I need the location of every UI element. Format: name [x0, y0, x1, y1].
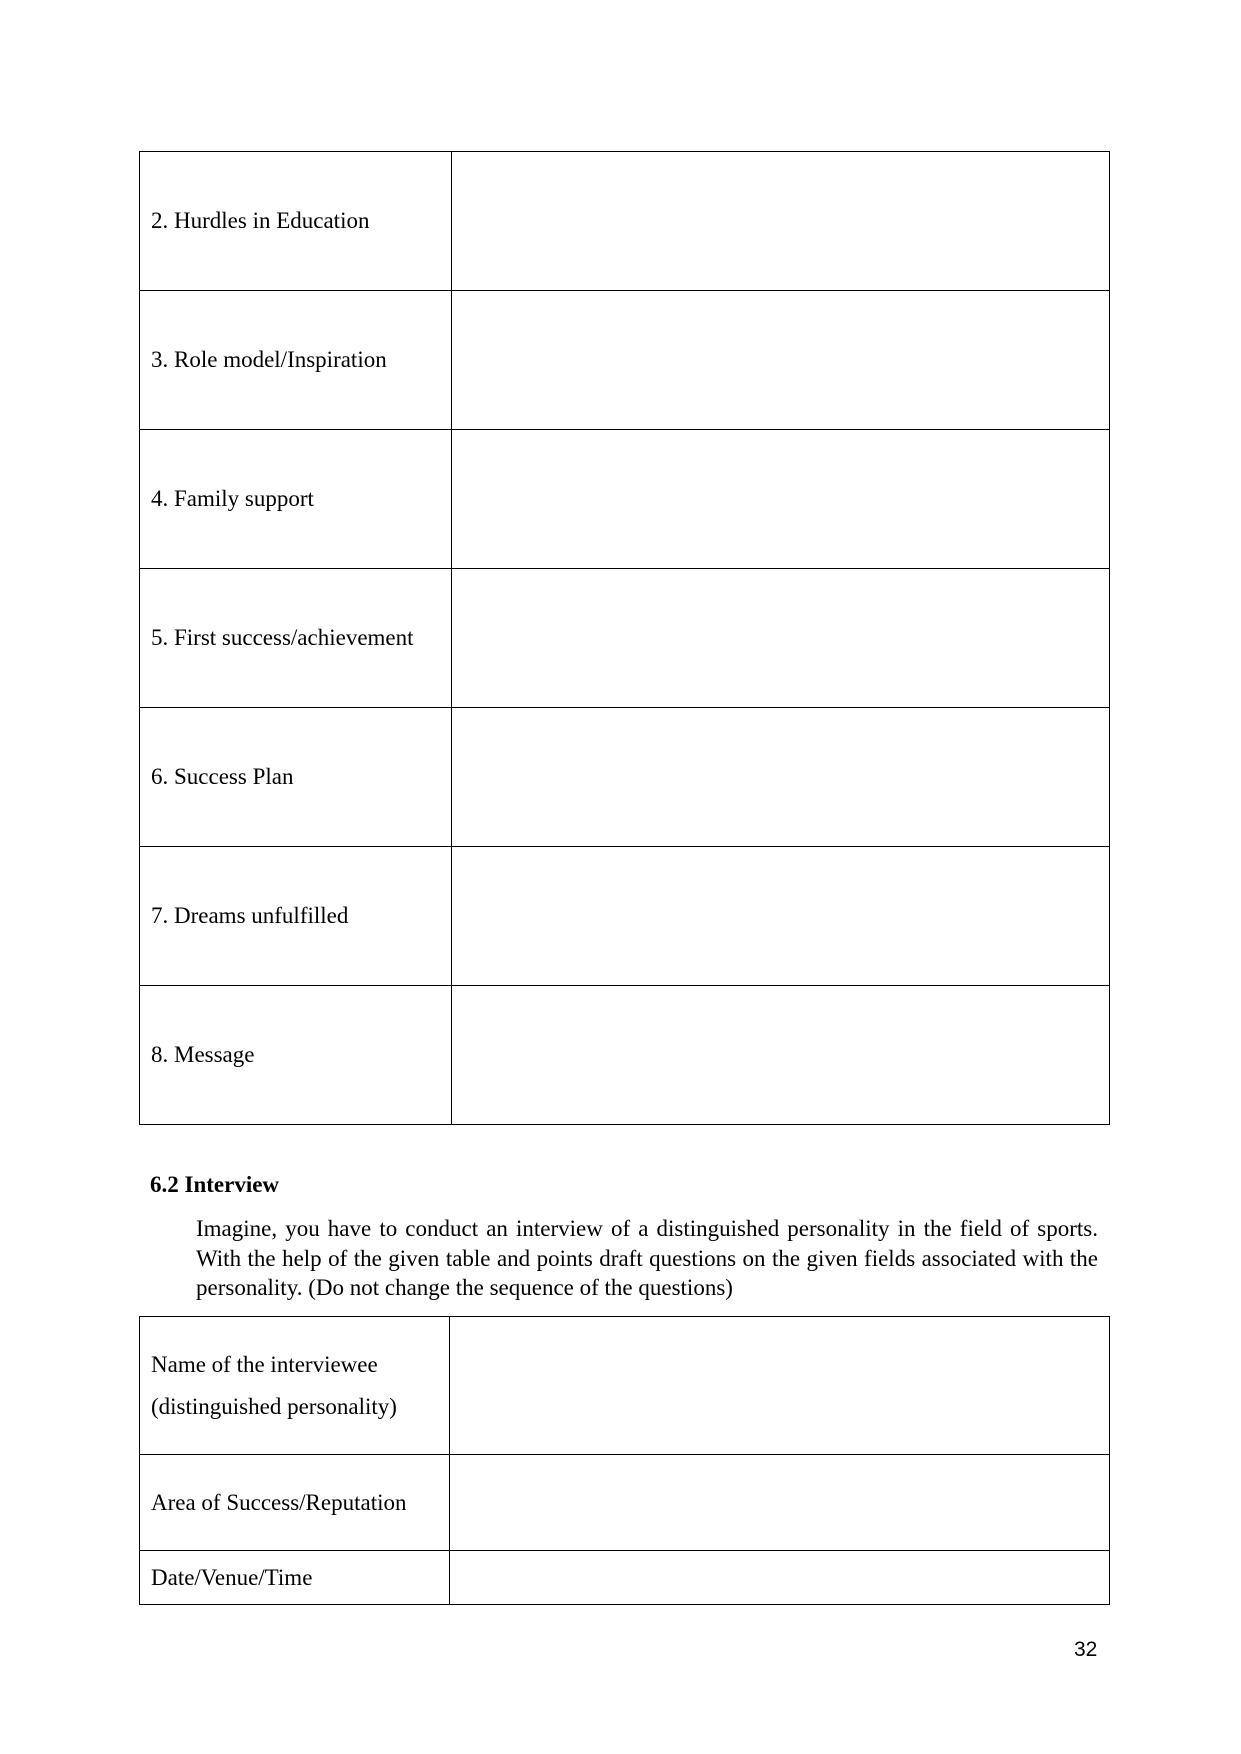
row-label: 5. First success/achievement: [140, 569, 452, 708]
table-row: [140, 1317, 1110, 1455]
area-answer-cell[interactable]: [450, 1455, 1110, 1551]
interviewee-label-cell: [140, 1317, 450, 1455]
row-label: 3. Role model/Inspiration: [140, 291, 452, 430]
date-answer-cell[interactable]: [450, 1551, 1110, 1605]
interview-table: [139, 1316, 1110, 1605]
answer-cell[interactable]: [452, 152, 1110, 291]
answer-cell[interactable]: [452, 708, 1110, 847]
table-row: [140, 569, 1110, 708]
answer-cell[interactable]: [452, 430, 1110, 569]
row-label: 2. Hurdles in Education: [140, 152, 452, 291]
area-label: Area of Success/Reputation: [140, 1455, 450, 1551]
interviewee-label-line1: Name of the interviewee: [151, 1351, 378, 1377]
interviewee-label-line2: (distinguished personality): [151, 1393, 397, 1419]
answer-cell[interactable]: [452, 847, 1110, 986]
instructions-paragraph: Imagine, you have to conduct an interview of a distinguished personality in the field of sports. With the help of the given table and points draft questions on the given fields associated with the personality. (Do not change the sequence of the questions): [196, 1216, 1098, 1300]
table-row: [140, 847, 1110, 986]
row-label: 7. Dreams unfulfilled: [140, 847, 452, 986]
answer-cell[interactable]: [452, 569, 1110, 708]
profile-table: [139, 151, 1110, 1125]
date-label: Date/Venue/Time: [140, 1551, 450, 1605]
row-label: 4. Family support: [140, 430, 452, 569]
table-row: [140, 152, 1110, 291]
table-row: [140, 708, 1110, 847]
table-row: [140, 1455, 1110, 1551]
answer-cell[interactable]: [452, 986, 1110, 1125]
interviewee-answer-cell[interactable]: [450, 1317, 1110, 1455]
table-row: [140, 986, 1110, 1125]
row-label: 8. Message: [140, 986, 452, 1125]
table-row: [140, 291, 1110, 430]
section-heading: 6.2 Interview: [150, 1172, 280, 1197]
row-label: 6. Success Plan: [140, 708, 452, 847]
page-number: 32: [1074, 1638, 1098, 1661]
answer-cell[interactable]: [452, 291, 1110, 430]
table-row: [140, 1551, 1110, 1605]
table-row: [140, 430, 1110, 569]
